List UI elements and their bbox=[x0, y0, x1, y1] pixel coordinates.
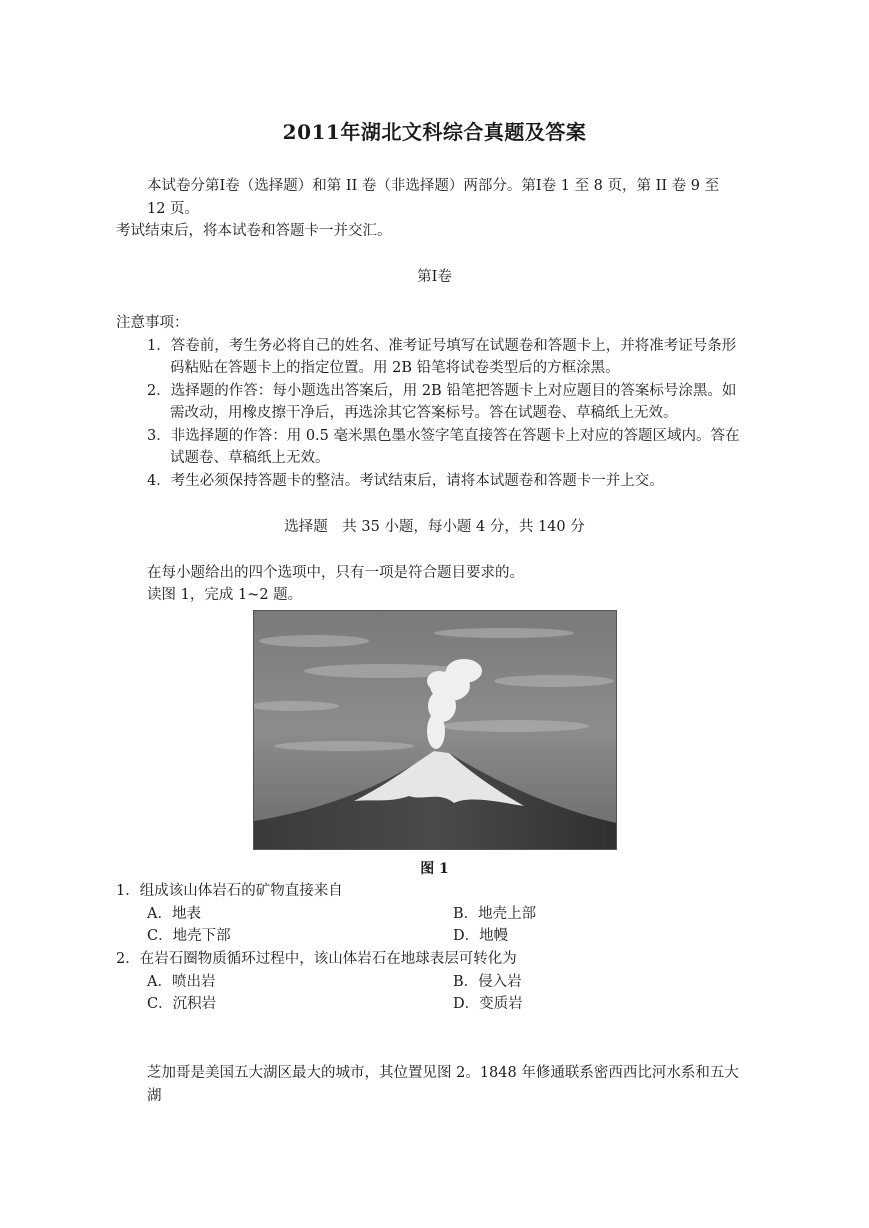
note-item-1-line-2: 码粘贴在答题卡上的指定位置。用 2B 铅笔将试卷类型后的方框涂黑。 bbox=[170, 360, 620, 376]
question-1-option-b: B．地壳上部 bbox=[453, 906, 537, 922]
volume-heading: 第Ⅰ卷 bbox=[417, 269, 452, 285]
question-2-option-d: D．变质岩 bbox=[453, 996, 523, 1012]
question-2-stem: 2．在岩石圈物质循环过程中，该山体岩石在地球表层可转化为 bbox=[116, 951, 517, 967]
volcano-photo bbox=[253, 610, 617, 850]
note-item-4-line-1: 4．考生必须保持答题卡的整洁。考试结束后，请将本试题卷和答题卡一并上交。 bbox=[147, 473, 664, 489]
note-item-2-line-2: 需改动，用橡皮擦干净后，再选涂其它答案标号。答在试题卷、草稿纸上无效。 bbox=[170, 405, 678, 421]
question-2-option-a: A．喷出岩 bbox=[147, 974, 216, 990]
intro-line-3: 考试结束后，将本试卷和答题卡一并交汇。 bbox=[116, 223, 392, 239]
notes-heading: 注意事项： bbox=[116, 315, 189, 331]
instruction-line-1: 在每小题给出的四个选项中，只有一项是符合题目要求的。 bbox=[147, 565, 524, 581]
document-title: 2011年湖北文科综合真题及答案 bbox=[282, 120, 587, 144]
note-item-3-line-1: 3．非选择题的作答：用 0.5 毫米黑色墨水签字笔直接答在答题卡上对应的答题区域内。答在 bbox=[147, 428, 740, 444]
question-2-option-c: C．沉积岩 bbox=[147, 996, 217, 1012]
note-item-3-line-2: 试题卷、草稿纸上无效。 bbox=[170, 450, 330, 466]
question-1-option-c: C．地壳下部 bbox=[147, 928, 231, 944]
intro-line-2: 12 页。 bbox=[147, 201, 200, 217]
question-1-option-a: A．地表 bbox=[147, 906, 201, 922]
instruction-line-2: 读图 1，完成 1~2 题。 bbox=[147, 587, 303, 603]
note-item-2-line-1: 2．选择题的作答：每小题选出答案后，用 2B 铅笔把答题卡上对应题目的答案标号涂黑。如 bbox=[147, 383, 737, 399]
passage-line-2: 湖 bbox=[147, 1088, 162, 1104]
question-2-option-b: B．侵入岩 bbox=[453, 974, 522, 990]
intro-line-1: 本试卷分第Ⅰ卷（选择题）和第 II 卷（非选择题）两部分。第Ⅰ卷 1 至 8 页，第 II 卷 9 至 bbox=[147, 178, 720, 194]
note-item-1-line-1: 1．答卷前，考生务必将自己的姓名、准考证号填写在试题卷和答题卡上，并将准考证号条形 bbox=[147, 338, 737, 354]
question-1-option-d: D．地幔 bbox=[453, 928, 509, 944]
question-1-stem: 1．组成该山体岩石的矿物直接来自 bbox=[116, 883, 343, 899]
passage-line-1: 芝加哥是美国五大湖区最大的城市，其位置见图 2。1848 年修通联系密西西比河水系和五大 bbox=[147, 1065, 739, 1081]
section-heading: 选择题 共 35 小题，每小题 4 分，共 140 分 bbox=[284, 519, 585, 535]
figure-caption: 图 1 bbox=[420, 861, 449, 877]
